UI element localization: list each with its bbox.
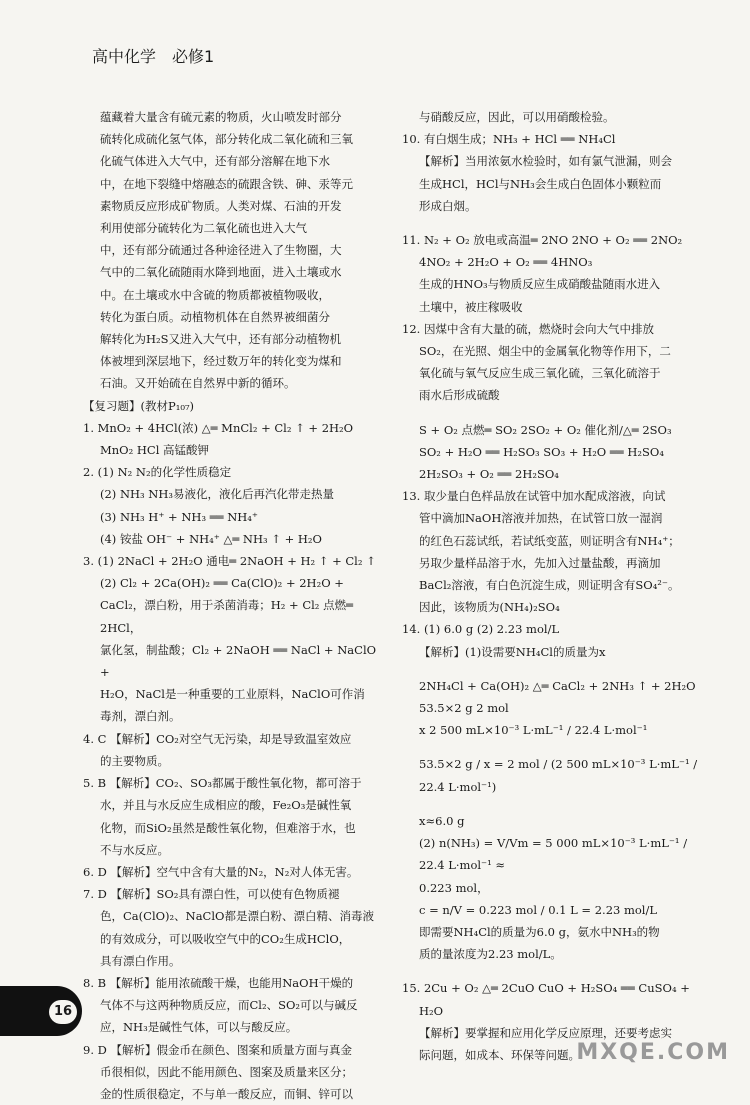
text-line: 9. D 【解析】假金币在颜色、图案和质量方面与真金 — [83, 1042, 353, 1057]
text-line: 氯化氢，制盐酸；Cl₂ + 2NaOH ══ NaCl + NaClO + — [100, 642, 377, 680]
text-line: 中，还有部分硫通过各种途径进入了生物圈，大 — [100, 243, 342, 258]
text-line: 中。在土壤或水中含硫的物质都被植物吸收， — [100, 287, 330, 302]
text-line: 53.5×2 g 2 mol — [419, 701, 509, 716]
text-line: 4NO₂ + 2H₂O + O₂ ══ 4HNO₃ — [419, 255, 593, 270]
text-line: 与硝酸反应，因此，可以用硝酸检验。 — [419, 110, 615, 124]
text-line: 形成白烟。 — [419, 198, 477, 213]
text-line: (2) NH₃ NH₃易液化，液化后再汽化带走热量 — [100, 487, 335, 502]
text-line: H₂O，NaCl是一种重要的工业原料，NaClO可作消 — [100, 687, 365, 702]
text-line — [402, 741, 702, 753]
text-line — [402, 407, 702, 419]
text-line: 化硫气体进入大气中，还有部分溶解在地下水 — [100, 154, 330, 169]
text-line: 的主要物质。 — [100, 753, 169, 768]
text-line: 1. MnO₂ + 4HCl(浓) △═ MnCl₂ + Cl₂ ↑ + 2H₂O — [83, 420, 354, 435]
text-line: 具有漂白作用。 — [100, 953, 181, 968]
text-line: 2. (1) N₂ N₂的化学性质稳定 — [83, 465, 232, 480]
text-line: x 2 500 mL×10⁻³ L·mL⁻¹ / 22.4 L·mol⁻¹ — [419, 723, 648, 738]
text-line: 中，在地下裂缝中熔融态的硫跟含铁、砷、汞等元 — [100, 176, 353, 191]
left-column — [83, 106, 379, 1105]
subject-title: 高中化学 — [92, 47, 157, 66]
text-line: 色，Ca(ClO)₂、NaClO都是漂白粉、漂白精、消毒液 — [100, 909, 374, 924]
text-line: 7. D 【解析】SO₂具有漂白性，可以使有色物质褪 — [83, 887, 340, 902]
text-line: 另取少量样品溶于水，先加入过量盐酸，再滴加 — [419, 555, 661, 570]
text-line: MnO₂ HCl 高锰酸钾 — [100, 443, 210, 458]
right-column — [402, 106, 702, 1066]
text-line: 雨水后形成硫酸 — [419, 388, 500, 403]
text-line: 11. N₂ + O₂ 放电或高温═ 2NO 2NO + O₂ ══ 2NO₂ — [402, 233, 683, 248]
text-line: 蕴藏着大量含有硫元素的物质，火山喷发时部分 — [100, 110, 342, 124]
text-line: (3) NH₃ H⁺ + NH₃ ══ NH₄⁺ — [100, 509, 258, 524]
text-line: 体被埋到深层地下，经过数万年的转化变为煤和 — [100, 354, 342, 369]
text-line: 生成的HNO₃与物质反应生成硝酸盐随雨水进入 — [419, 277, 661, 292]
text-line: 气体不与这两种物质反应，而Cl₂、SO₂可以与碱反 — [100, 998, 358, 1013]
watermark-text: MXQE.COM — [576, 1040, 730, 1065]
text-line: 金的性质很稳定，不与单一酸反应，而铜、锌可以 — [100, 1086, 353, 1101]
text-line: 际问题，如成本、环保等问题。 — [419, 1047, 580, 1062]
text-line: 3. (1) 2NaCl + 2H₂O 通电═ 2NaOH + H₂ ↑ + Cl₂ ↑ — [83, 554, 376, 569]
text-line: 管中滴加NaOH溶液并加热，在试管口放一湿润 — [419, 511, 663, 526]
text-line: 53.5×2 g / x = 2 mol / (2 500 mL×10⁻³ L·mL⁻¹ / 22.4 L·mol⁻¹) — [419, 757, 698, 794]
text-line: 水，并且与水反应生成相应的酸，Fe₂O₃是碱性氧 — [100, 798, 352, 813]
text-line: CaCl₂，漂白粉，用于杀菌消毒；H₂ + Cl₂ 点燃═ 2HCl， — [100, 598, 353, 635]
text-line: 4. C 【解析】CO₂对空气无污染，却是导致温室效应 — [83, 731, 352, 746]
text-line: 即需要NH₄Cl的质量为6.0 g，氨水中NH₃的物 — [419, 924, 660, 939]
text-line: 解转化为H₂S又进入大气中，还有部分动植物机 — [100, 332, 342, 347]
text-line: 2NH₄Cl + Ca(OH)₂ △═ CaCl₂ + 2NH₃ ↑ + 2H₂O — [419, 678, 696, 693]
text-line: 应，NH₃是碱性气体，可以与酸反应。 — [100, 1020, 298, 1035]
text-line — [402, 965, 702, 977]
text-line: 8. B 【解析】能用浓硫酸干燥，也能用NaOH干燥的 — [83, 975, 354, 990]
text-line: SO₂，在光照、烟尘中的金属氧化物等作用下，二 — [419, 344, 671, 359]
text-line: 【解析】(1)设需要NH₄Cl的质量为x — [419, 644, 606, 659]
text-line: 化物，而SiO₂虽然是酸性氧化物，但难溶于水，也 — [100, 820, 356, 835]
text-line: 12. 因煤中含有大量的硫，燃烧时会向大气中排放 — [402, 321, 654, 336]
text-line: 质的量浓度为2.23 mol/L。 — [419, 947, 562, 962]
text-line: 因此，该物质为(NH₄)₂SO₄ — [419, 600, 560, 615]
text-line: SO₂ + H₂O ══ H₂SO₃ SO₃ + H₂O ══ H₂SO₄ — [419, 444, 664, 459]
text-line: 硫转化成硫化氢气体，部分转化成二氧化硫和三氧 — [100, 132, 353, 147]
text-line — [402, 798, 702, 810]
text-line: 【复习题】(教材P₁₀₇) — [83, 398, 195, 413]
text-line: 【解析】要掌握和应用化学反应原理，还要考虑实 — [419, 1025, 672, 1040]
text-line: 石油。又开始硫在自然界中新的循环。 — [100, 376, 296, 391]
text-line: 的红色石蕊试纸，若试纸变蓝，则证明含有NH₄⁺； — [419, 533, 680, 548]
text-line: 10. 有白烟生成；NH₃ + HCl ══ NH₄Cl — [402, 132, 616, 147]
text-line: (2) Cl₂ + 2Ca(OH)₂ ══ Ca(ClO)₂ + 2H₂O + — [100, 576, 344, 591]
text-line: 气中的二氧化硫随雨水降到地面，进入土壤或水 — [100, 265, 342, 280]
text-line: 5. B 【解析】CO₂、SO₃都属于酸性氧化物，都可溶于 — [83, 776, 362, 791]
text-line: 生成HCl，HCl与NH₃会生成白色固体小颗粒而 — [419, 176, 662, 191]
text-line — [402, 217, 702, 229]
text-line: 毒剂，漂白剂。 — [100, 709, 181, 724]
text-line: 利用使部分硫转化为二氧化硫也进入大气 — [100, 221, 307, 236]
text-line: (4) 铵盐 OH⁻ + NH₄⁺ △═ NH₃ ↑ + H₂O — [100, 531, 322, 546]
text-line: 2H₂SO₃ + O₂ ══ 2H₂SO₄ — [419, 467, 559, 482]
text-line: 转化为蛋白质。动植物机体在自然界被细菌分 — [100, 309, 330, 324]
text-line: S + O₂ 点燃═ SO₂ 2SO₂ + O₂ 催化剂/△═ 2SO₃ — [419, 422, 672, 437]
text-line: 素物质反应形成矿物质。人类对煤、石油的开发 — [100, 198, 342, 213]
text-line: (2) n(NH₃) = V/Vm = 5 000 mL×10⁻³ L·mL⁻¹ / 22.4 L·mol⁻¹ ≈ — [419, 836, 688, 873]
text-line: 币很相似，因此不能用颜色、图案及质量来区分； — [100, 1064, 353, 1079]
text-line: 土壤中，被庄稼吸收 — [419, 299, 523, 314]
text-line: 0.223 mol， — [419, 880, 489, 895]
page-number: 16 — [49, 1000, 77, 1024]
text-line: H₂O — [419, 1003, 444, 1018]
page-header — [92, 44, 214, 67]
text-line: BaCl₂溶液，有白色沉淀生成，则证明含有SO₄²⁻。 — [419, 578, 680, 593]
text-line — [402, 663, 702, 675]
book-title: 必修1 — [172, 47, 215, 66]
text-line: 不与水反应。 — [100, 842, 169, 857]
text-line: 15. 2Cu + O₂ △═ 2CuO CuO + H₂SO₄ ══ CuSO₄ + — [402, 981, 690, 996]
text-line: 的有效成分，可以吸收空气中的CO₂生成HClO， — [100, 931, 351, 946]
text-line: 氧化硫与氧气反应生成三氧化硫，三氧化硫溶于 — [419, 366, 661, 381]
text-line: c = n/V = 0.223 mol / 0.1 L = 2.23 mol/L — [419, 902, 657, 917]
text-line: x≈6.0 g — [419, 813, 465, 828]
text-line: 14. (1) 6.0 g (2) 2.23 mol/L — [402, 622, 560, 637]
text-line: 13. 取少量白色样品放在试管中加水配成溶液，向试 — [402, 489, 666, 504]
text-line: 【解析】当用浓氨水检验时，如有氯气泄漏，则会 — [419, 154, 672, 169]
text-line: 6. D 【解析】空气中含有大量的N₂，N₂对人体无害。 — [83, 864, 359, 879]
